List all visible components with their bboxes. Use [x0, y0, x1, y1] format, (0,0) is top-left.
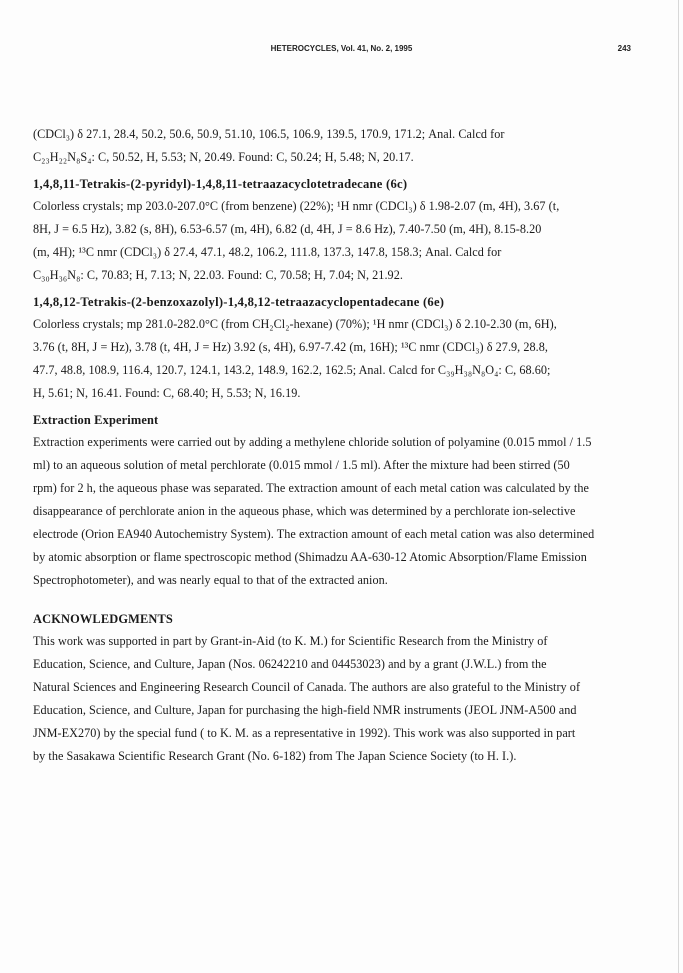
text-line: JNM-EX270) by the special fund ( to K. M. as a representative in 1992). This work was also supported in part	[33, 726, 576, 740]
compound-heading-6e: 1,4,8,12-Tetrakis-(2-benzoxazolyl)-1,4,8,12-tetraazacyclopentadecane (6e)	[33, 295, 445, 309]
text-line: Education, Science, and Culture, Japan (Nos. 06242210 and 04453023) and by a grant (J.W.L.) from the	[33, 657, 547, 671]
section-heading-extraction: Extraction Experiment	[33, 413, 159, 427]
text-line: 8H, J = 6.5 Hz), 3.82 (s, 8H), 6.53-6.57 (m, 4H), 6.82 (d, 4H, J = 8.6 Hz), 7.40-7.50 (m, 4H), 8.15-8.20	[33, 222, 542, 236]
text-line: (CDCl₃) δ 27.1, 28.4, 50.2, 50.6, 50.9, 51.10, 106.5, 106.9, 139.5, 170.9, 171.2; Anal. Calcd for	[33, 127, 505, 141]
text-line: Natural Sciences and Engineering Research Council of Canada. The authors are also grateful to the Ministry of	[33, 680, 581, 694]
compound-heading-6c: 1,4,8,11-Tetrakis-(2-pyridyl)-1,4,8,11-tetraazacyclotetradecane (6c)	[33, 177, 408, 191]
text-line: (m, 4H); ¹³C nmr (CDCl₃) δ 27.4, 47.1, 48.2, 106.2, 111.8, 137.3, 147.8, 158.3; Anal. Calcd for	[33, 245, 502, 259]
text-line: Colorless crystals; mp 203.0-207.0°C (from benzene) (22%); ¹H nmr (CDCl₃) δ 1.98-2.07 (m, 4H), 3.67 (t,	[33, 199, 560, 213]
running-header	[0, 44, 683, 58]
text-line: Education, Science, and Culture, Japan for purchasing the high-field NMR instruments (JEOL JNM-A500 and	[33, 703, 577, 717]
text-line: rpm) for 2 h, the aqueous phase was separated. The extraction amount of each metal cation was calculated by the	[33, 481, 589, 495]
text-line: C₂₃H₂₂N₈S₄: C, 50.52, H, 5.53; N, 20.49. Found: C, 50.24; H, 5.48; N, 20.17.	[33, 150, 414, 164]
text-line: electrode (Orion EA940 Autochemistry System). The extraction amount of each metal cation was also determined	[33, 527, 595, 541]
text-line: 47.7, 48.8, 108.9, 116.4, 120.7, 124.1, 143.2, 148.9, 162.2, 162.5; Anal. Calcd for C₃₉H₃₈N₈O₄: C, 68.60;	[33, 363, 551, 377]
text-line: Colorless crystals; mp 281.0-282.0°C (from CH₂Cl₂-hexane) (70%); ¹H nmr (CDCl₃) δ 2.10-2.30 (m, 6H),	[33, 317, 557, 331]
journal-citation: HETEROCYCLES, Vol. 41, No. 2, 1995	[270, 44, 413, 53]
text-line: disappearance of perchlorate anion in the aqueous phase, which was determined by a perchlorate ion-selective	[33, 504, 576, 518]
text-line: by atomic absorption or flame spectroscopic method (Shimadzu AA-630-12 Atomic Absorption/Flame Emission	[33, 550, 587, 564]
text-line: C₃₀H₃₆N₈: C, 70.83; H, 7.13; N, 22.03. Found: C, 70.58; H, 7.04; N, 21.92.	[33, 268, 403, 282]
text-line: Extraction experiments were carried out by adding a methylene chloride solution of polyamine (0.015 mmol / 1.5	[33, 435, 592, 449]
page-edge	[678, 0, 679, 973]
text-line: Spectrophotometer), and was nearly equal to that of the extracted anion.	[33, 573, 388, 587]
article-body	[33, 123, 647, 768]
text-line: H, 5.61; N, 16.41. Found: C, 68.40; H, 5.53; N, 16.19.	[33, 386, 301, 400]
text-line: by the Sasakawa Scientific Research Grant (No. 6-182) from The Japan Science Society (to H. I.).	[33, 749, 517, 763]
text-line: This work was supported in part by Grant-in-Aid (to K. M.) for Scientific Research from the Ministry of	[33, 634, 548, 648]
text-line: ml) to an aqueous solution of metal perchlorate (0.015 mmol / 1.5 ml). After the mixture had been stirred (50	[33, 458, 570, 472]
text-line: 3.76 (t, 8H, J = Hz), 3.78 (t, 4H, J = Hz) 3.92 (s, 4H), 6.97-7.42 (m, 16H); ¹³C nmr (CDCl₃) δ 27.9, 28.8,	[33, 340, 549, 354]
page-number: 243	[617, 44, 631, 53]
section-heading-acknowledgments: ACKNOWLEDGMENTS	[33, 612, 173, 626]
